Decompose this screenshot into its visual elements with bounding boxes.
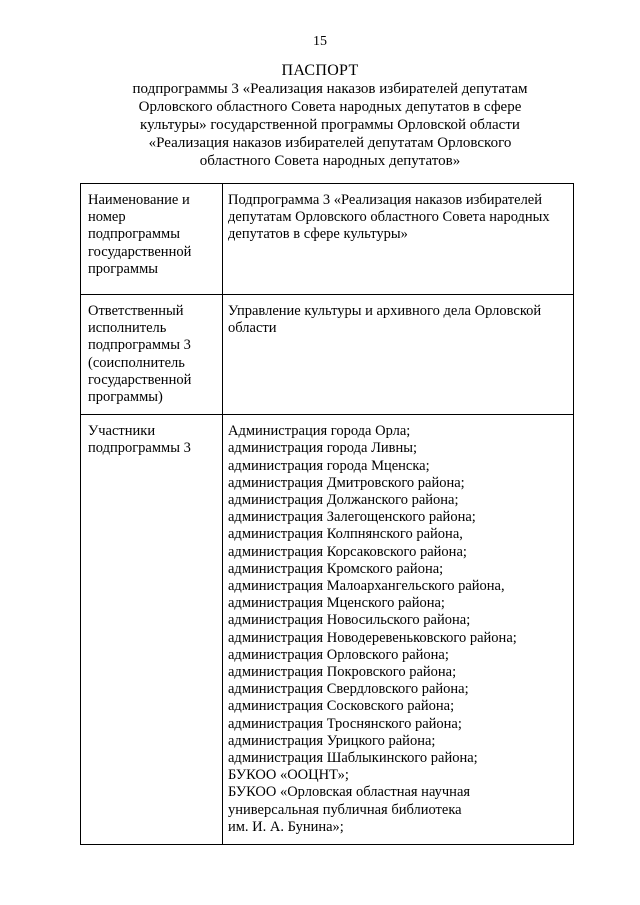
participant-line: администрация города Мценска; (228, 457, 430, 474)
label-line: Участники (88, 423, 156, 440)
subtitle-line: Орловского областного Совета народных депутатов в сфере (138, 99, 522, 115)
participant-line: администрация Залегощенского района; (228, 509, 476, 526)
label-line: программы (88, 260, 158, 277)
label-line: (соисполнитель (88, 354, 185, 371)
value-line: Подпрограмма 3 «Реализация наказов избирателей (228, 192, 542, 208)
page-number: 15 (313, 34, 327, 49)
table-row-participants (81, 415, 574, 845)
label-line: государственной (88, 371, 192, 388)
participant-line: администрация Колпнянского района, (228, 526, 463, 543)
participant-line: администрация Корсаковского района; (228, 543, 467, 560)
participant-line: администрация Должанского района; (228, 492, 459, 509)
table-row-program-name (81, 184, 574, 295)
document-title: ПАСПОРТ (281, 62, 359, 79)
participant-line: БУКОО «Орловская областная научная (228, 784, 471, 801)
row-label (81, 184, 223, 295)
participant-line: администрация Орловского района; (228, 646, 449, 663)
value-line: депутатам Орловского областного Совета народных (228, 209, 550, 226)
passport-table (80, 183, 574, 845)
participant-line: администрация Троснянского района; (228, 715, 462, 732)
value-line: Управление культуры и архивного дела Орловской (228, 303, 542, 319)
participant-line: администрация Малоархангельского района, (228, 578, 505, 595)
label-line: программы) (88, 389, 163, 406)
row-value (223, 295, 574, 415)
participant-line: им. И. А. Бунина»; (228, 818, 344, 835)
row-value (223, 184, 574, 295)
participant-line: администрация Шаблыкинского района; (228, 750, 478, 767)
participant-line: администрация Новодеревеньковского района; (228, 629, 517, 646)
subtitle-line: подпрограммы 3 «Реализация наказов избирателей депутатам (132, 81, 528, 97)
participant-line: администрация Кромского района; (228, 560, 444, 577)
participant-line: универсальная публичная библиотека (228, 801, 462, 818)
label-line: исполнитель (88, 320, 167, 337)
participant-line: Администрация города Орла; (228, 423, 411, 440)
participant-line: администрация Покровского района; (228, 664, 457, 681)
row-label (81, 415, 223, 845)
label-line: подпрограммы (88, 226, 180, 243)
participant-line: администрация Мценского района; (228, 595, 445, 612)
participant-line: администрация Дмитровского района; (228, 474, 465, 491)
subtitle-line: областного Совета народных депутатов» (199, 153, 461, 169)
participant-line: БУКОО «ООЦНТ»; (228, 767, 349, 784)
label-line: подпрограммы 3 (88, 440, 191, 457)
participant-line: администрация Новосильского района; (228, 612, 471, 629)
value-line: области (228, 320, 277, 337)
table-row-responsible-executor (81, 295, 574, 415)
label-line: номер (88, 209, 126, 226)
participant-line: администрация Сосковского района; (228, 698, 455, 715)
label-line: государственной (88, 243, 192, 260)
row-label (81, 295, 223, 415)
participant-line: администрация Урицкого района; (228, 732, 436, 749)
value-line: депутатов в сфере культуры» (228, 226, 408, 243)
document-subtitle (100, 80, 560, 170)
label-line: Наименование и (88, 192, 190, 208)
subtitle-line: культуры» государственной программы Орловской области (140, 117, 520, 133)
participant-line: администрация Свердловского района; (228, 681, 469, 698)
subtitle-line: «Реализация наказов избирателей депутатам Орловского (148, 135, 512, 151)
row-value (223, 415, 574, 845)
participant-line: администрация города Ливны; (228, 440, 418, 457)
label-line: подпрограммы 3 (88, 337, 191, 354)
label-line: Ответственный (88, 303, 184, 319)
